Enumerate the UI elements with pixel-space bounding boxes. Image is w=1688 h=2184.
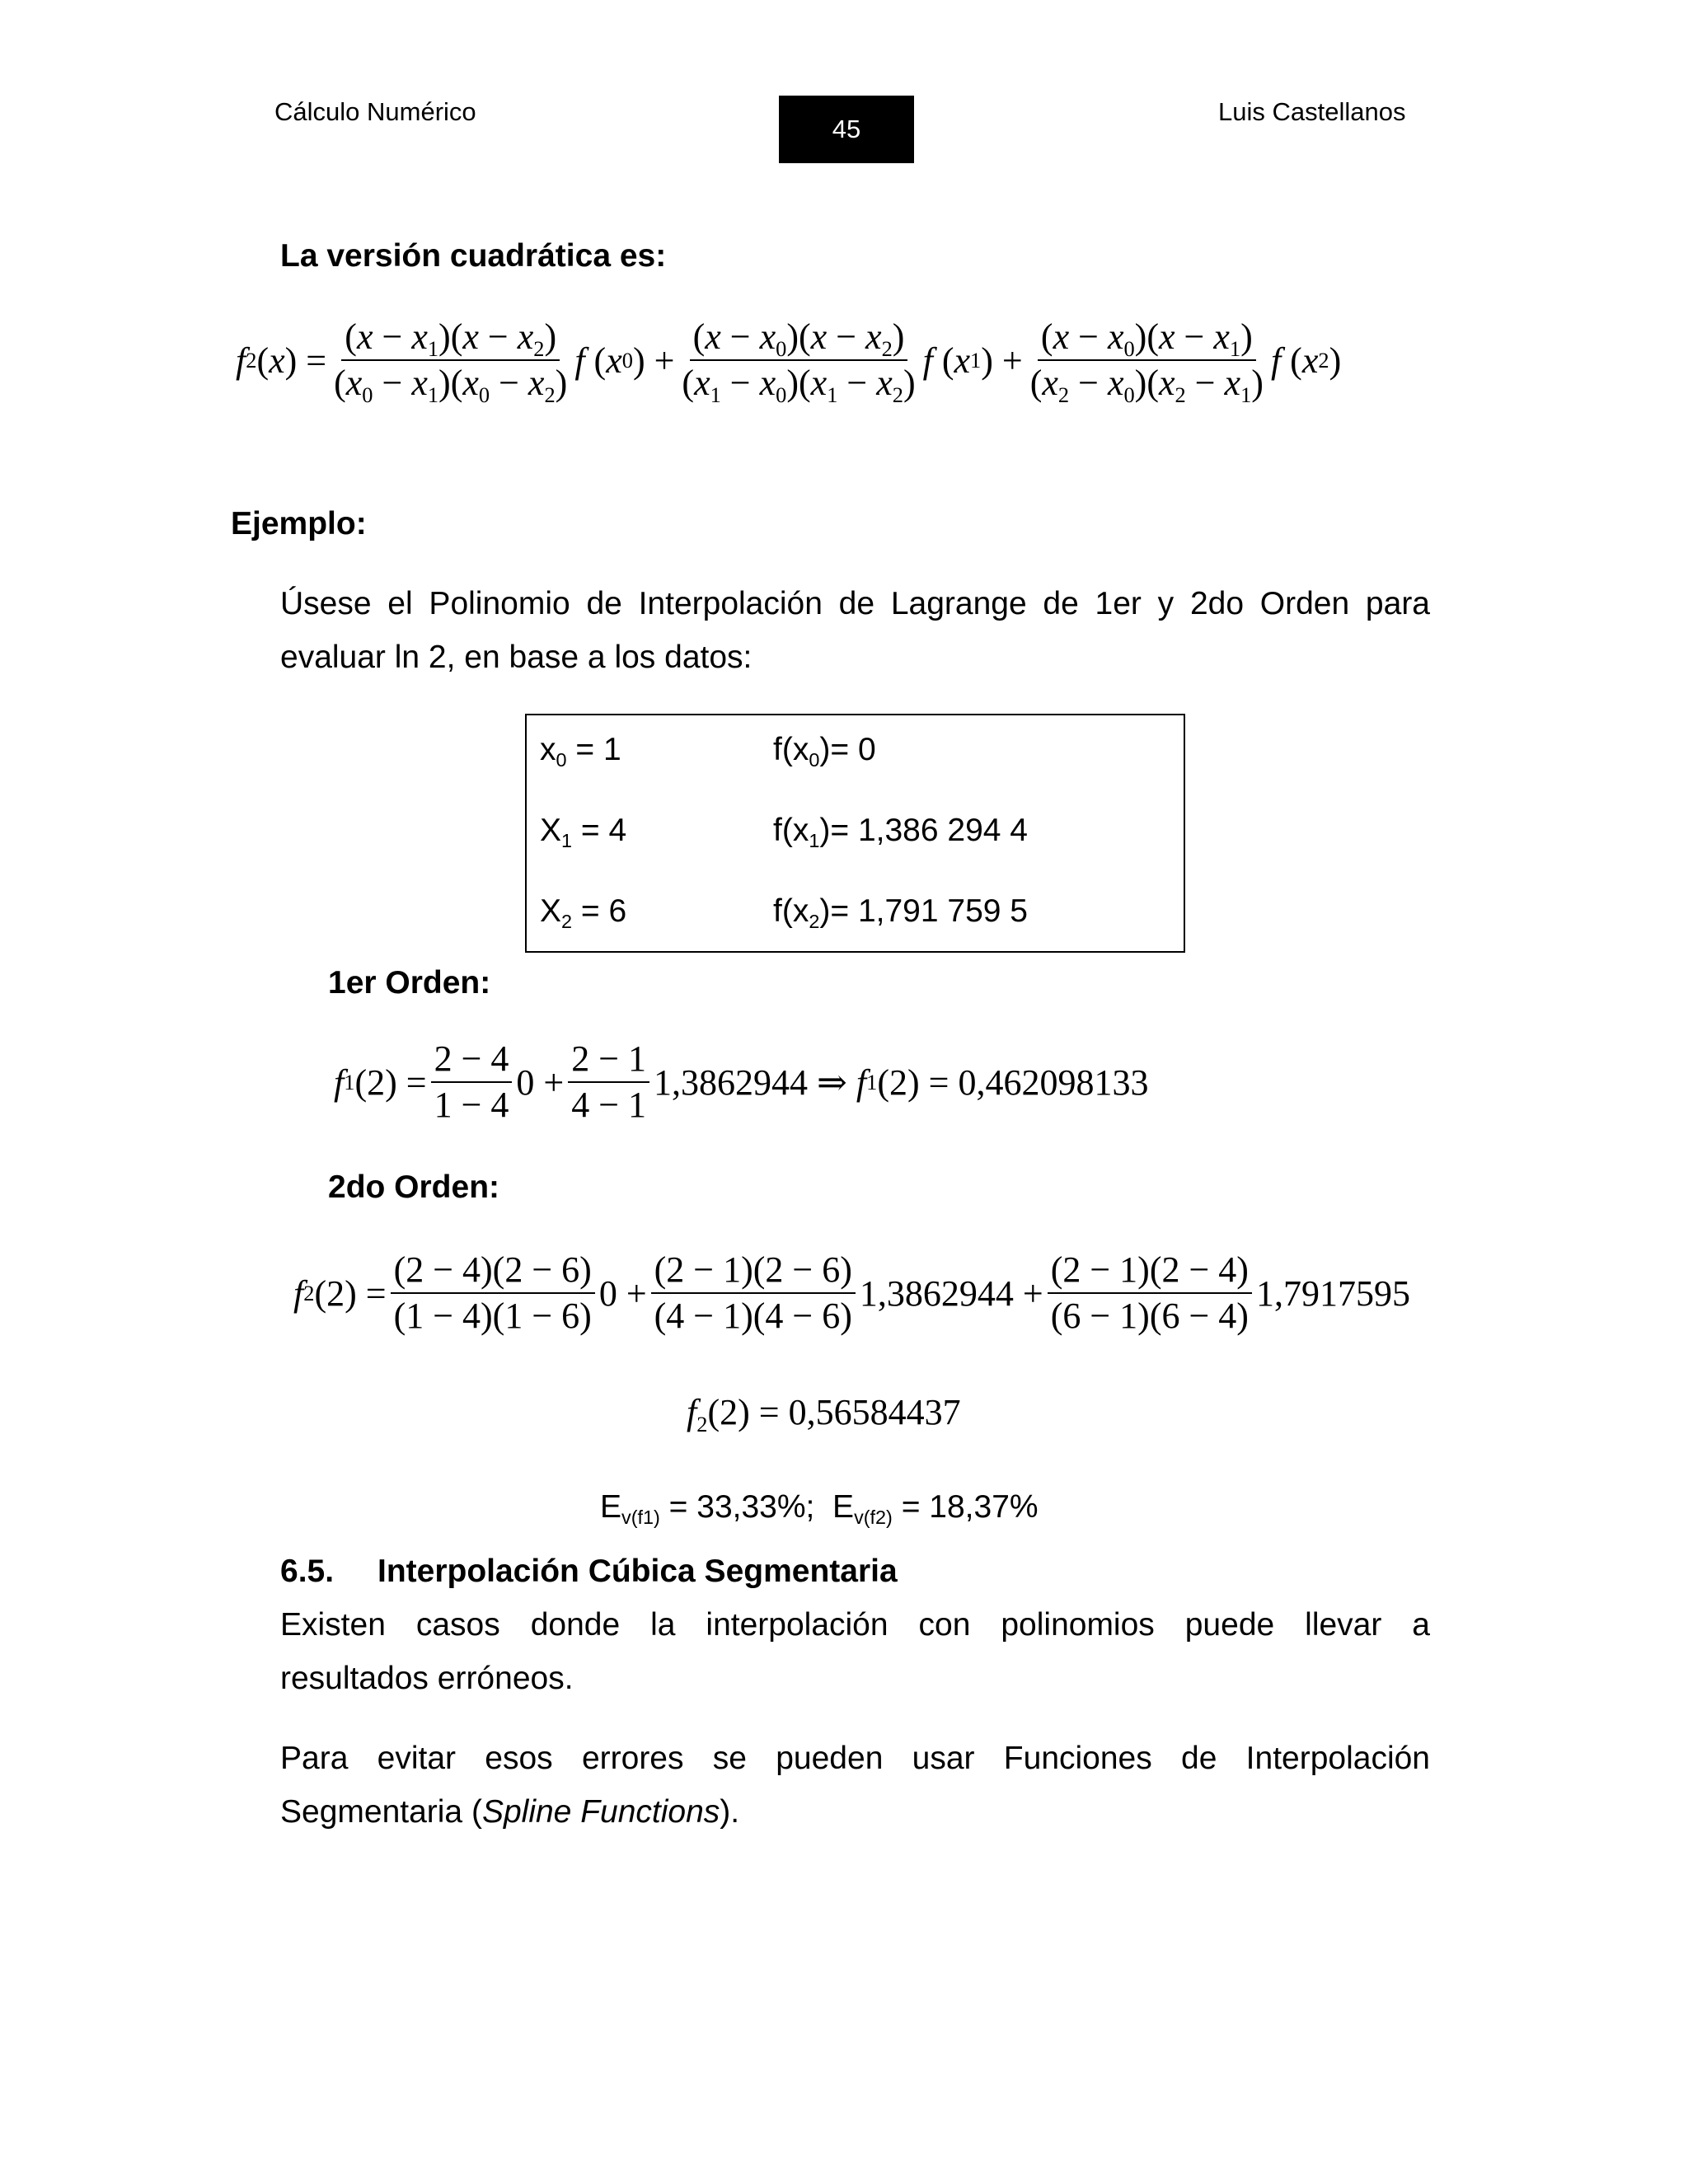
section-paragraph1-line2: resultados erróneos. bbox=[280, 1661, 574, 1696]
table-row bbox=[540, 813, 1028, 852]
section-paragraph1-line1: Existen casos donde la interpolación con polinomios puede llevar a bbox=[280, 1607, 1430, 1643]
header-left-title: Cálculo Numérico bbox=[274, 97, 476, 126]
f-value: $f(x_0)= 0$ bbox=[773, 732, 876, 771]
section-number: 6.5. bbox=[280, 1554, 335, 1589]
section-title: Interpolación Cúbica Segmentaria bbox=[377, 1554, 898, 1589]
quadratic-heading: La versión cuadrática es: bbox=[280, 238, 667, 274]
example-intro-line2: evaluar ln 2, en base a los datos: bbox=[280, 640, 753, 675]
section-paragraph2-line2: Segmentaria (Spline Functions). bbox=[280, 1794, 740, 1830]
f-value: $f(x_2)= 1,791$ 759 5 bbox=[773, 893, 1028, 933]
f-value: $f(x_1)= 1,386$ 294 4 bbox=[773, 813, 1028, 852]
x-value: $X_2 = 6$ bbox=[540, 893, 627, 933]
relative-errors: $E_{v(f1)} = 33,33\%$; $E_{v(f2)} = 18,37\%$ bbox=[600, 1489, 1039, 1529]
second-order-heading: 2do Orden: bbox=[328, 1169, 500, 1205]
table-row bbox=[540, 732, 876, 771]
table-row bbox=[540, 893, 1028, 933]
second-order-result: $f_2(2) = 0,56584437$ bbox=[687, 1392, 961, 1437]
second-order-equation: f 2 (2) = $\frac{(2 - 4)(2 - 6)}{(1 - 4)(1 - 6)}$ 0 + $\frac{(2 - 1)(2 - 6)}{(4 - 1)(4 - 6)}$ 1,3862944 + $\frac{(2 - 1)(2 - 4)}{(6 - 1)(6 - 4)}$ 1,7917595 bbox=[293, 1249, 1410, 1337]
x-value: $x_0 = 1$ bbox=[540, 732, 621, 771]
example-intro-line1: Úsese el Polinomio de Interpolación de Lagrange de 1er y 2do Orden para bbox=[280, 586, 1430, 621]
page-number: 45 bbox=[779, 96, 914, 163]
quadratic-formula: f 2 ( x ) = $\frac{(x - x_1)(x - x_2)}{(x_0 - x_1)(x_0 - x_2)}$ f ( x 0 ) + $\frac{(x - x_0)(x - x_2)}{(x_1 - x_0)(x_1 - x_2)}$ f ( x 1 ) + $\frac{(x - x_0)(x - x_1)}{(x_2 - x_0)(x_2 - x_1)}$ f ( x 2 ) bbox=[236, 316, 1342, 408]
first-order-heading: 1er Orden: bbox=[328, 965, 491, 1001]
data-table bbox=[525, 714, 1185, 953]
x-value: $X_1 = 4$ bbox=[540, 813, 627, 852]
header-right-author: Luis Castellanos bbox=[1218, 97, 1406, 126]
section-paragraph2-line1: Para evitar esos errores se pueden usar Funciones de Interpolación bbox=[280, 1741, 1430, 1776]
example-heading: Ejemplo: bbox=[231, 506, 367, 541]
first-order-equation: f 1 (2) = $\frac{2 - 4}{1 - 4}$ 0 + $\frac{2 - 1}{4 - 1}$ 1,3862944 ⇒ f 1 (2) = 0,462098133 bbox=[334, 1038, 1149, 1126]
